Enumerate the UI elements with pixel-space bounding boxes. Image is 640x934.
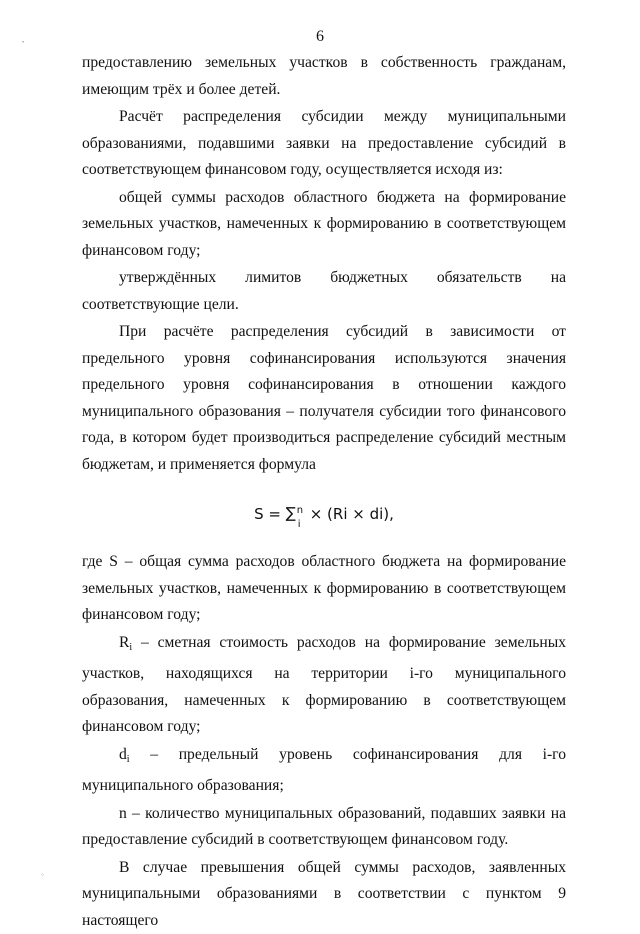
page-content xyxy=(82,50,566,934)
paragraph-total-expenses: общей суммы расходов областного бюджета на формирование земельных участков, намеченных к формированию в соответствующем финансовом году; xyxy=(82,185,566,265)
page-number: 6 xyxy=(0,28,640,46)
paragraph-ri-definition xyxy=(82,630,566,741)
paragraph-excess-case: В случае превышения общей суммы расходов, заявленных муниципальными образованиями в соответствии с пунктом 9 настоящего xyxy=(82,855,566,934)
paragraph-where-s: где S – общая сумма расходов областного бюджета на формирование земельных участков, намеченных к формированию в соответствующем финансовом году; xyxy=(82,549,566,629)
paragraph-di-definition xyxy=(82,742,566,800)
paragraph-calculation-basis: Расчёт распределения субсидии между муниципальными образованиями, подавшими заявки на предоставление субсидий в соответствующем финансовом году, осуществляется исходя из: xyxy=(82,104,566,184)
di-text: – предельный уровень софинансирования для i-го муниципального образования; xyxy=(82,746,566,795)
di-subscript: i xyxy=(127,754,130,765)
paragraph-continuation: предоставлению земельных участков в собственность гражданам, имеющим трёх и более детей. xyxy=(82,50,566,103)
sum-upper-limit: n xyxy=(297,497,303,525)
formula-lhs: S = xyxy=(254,505,286,523)
sum-lower-index: i xyxy=(298,511,301,539)
subsidy-formula xyxy=(82,500,566,528)
scan-speck: ⁘ xyxy=(40,872,45,879)
paragraph-n-definition: n – количество муниципальных образований, подавших заявки на предоставление субсидий в соответствующем финансовом году. xyxy=(82,801,566,854)
paragraph-cofinancing: При расчёте распределения субсидий в зависимости от предельного уровня софинансирования используются значения предельного уровня софинансирования в отношении каждого муниципального образования – получателя субсидии того финансового года, в котором будет производиться распределение субсидий местным бюджетам, и применяется формула xyxy=(82,319,566,478)
scan-speck: • xyxy=(22,40,24,46)
paragraph-budget-limits: утверждённых лимитов бюджетных обязательств на соответствующие цели. xyxy=(82,265,566,318)
formula-rhs: × (Ri × di), xyxy=(310,505,394,523)
ri-subscript: i xyxy=(129,642,132,653)
ri-symbol: R xyxy=(119,634,129,651)
di-symbol: d xyxy=(119,746,127,763)
ri-text: – сметная стоимость расходов на формирование земельных участков, находящихся на территории i-го муниципального образования, намеченных к формированию в соответствующем финансовом году; xyxy=(82,634,566,736)
formula-sum xyxy=(286,505,310,525)
sum-sign: ∑ xyxy=(286,499,296,527)
